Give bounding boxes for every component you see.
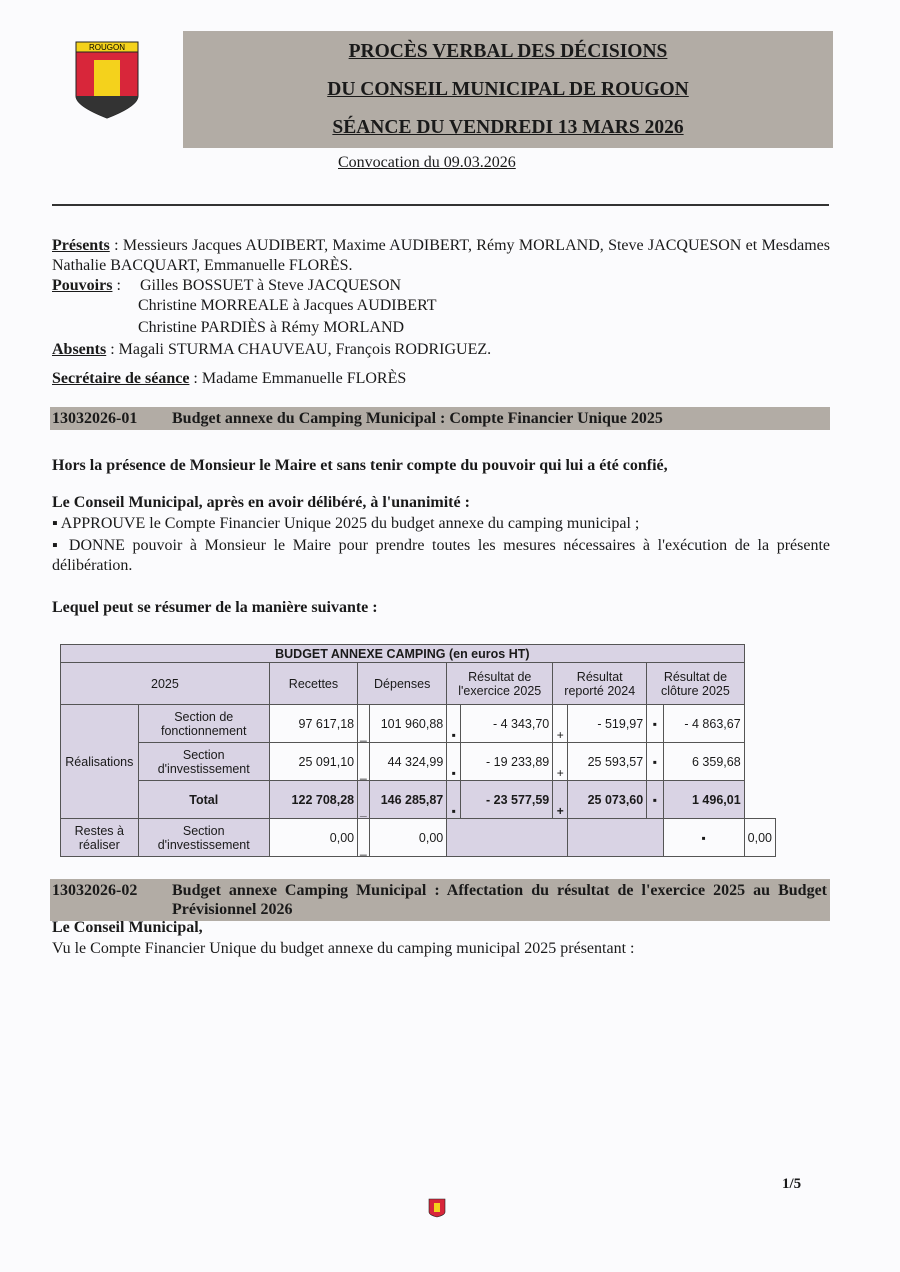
cell-recettes: 97 617,18 <box>269 705 357 743</box>
cell-cloture: 1 496,01 <box>663 781 744 819</box>
title-line-1: PROCÈS VERBAL DES DÉCISIONS <box>348 41 668 62</box>
header-depenses: Dépenses <box>358 663 447 705</box>
cell-depenses: 44 324,99 <box>369 743 447 781</box>
empty-cell <box>568 819 663 857</box>
op-equals: ▪ <box>447 781 461 819</box>
op-equals: ▪ <box>447 705 461 743</box>
cell-cloture: 0,00 <box>744 819 775 857</box>
op-plus: + <box>553 743 568 781</box>
deliberation-2-vu: Vu le Compte Financier Unique du budget annexe du camping municipal 2025 présentant : <box>52 940 635 957</box>
page-number: 1/5 <box>782 1176 802 1192</box>
pouvoir-1: Gilles BOSSUET à Steve JACQUESON <box>140 277 402 294</box>
divider <box>52 204 829 206</box>
footer-crest-icon <box>428 1198 446 1218</box>
op-minus: _ <box>358 705 370 743</box>
op-plus: + <box>553 705 568 743</box>
cell-reporte: 25 593,57 <box>568 743 647 781</box>
cell-depenses: 0,00 <box>369 819 447 857</box>
cell-depenses: 146 285,87 <box>369 781 447 819</box>
op-equals: ▪ <box>663 819 744 857</box>
header-year: 2025 <box>61 663 270 705</box>
cell-reporte: 25 073,60 <box>568 781 647 819</box>
row-label: Section d'investissement <box>138 819 269 857</box>
cell-exercice: - 23 577,59 <box>461 781 553 819</box>
deliberation-1-heading: 13032026-01 Budget annexe du Camping Municipal : Compte Financier Unique 2025 <box>50 407 830 430</box>
cell-exercice: - 19 233,89 <box>461 743 553 781</box>
cell-cloture: 6 359,68 <box>663 743 744 781</box>
table-row <box>61 819 776 857</box>
presents: Présents : Messieurs Jacques AUDIBERT, Maxime AUDIBERT, Rémy MORLAND, Steve JACQUESON et Mesdames Nathalie BACQUART, Emmanuelle FLORÈS. <box>52 237 830 274</box>
cell-depenses: 101 960,88 <box>369 705 447 743</box>
op-equals: ▪ <box>647 743 663 781</box>
deliberation-1-summary: Lequel peut se résumer de la manière suivante : <box>52 599 378 616</box>
convocation-date: Convocation du 09.03.2026 <box>338 154 516 171</box>
deliberation-2-council: Le Conseil Municipal, <box>52 919 203 936</box>
title-line-3: SÉANCE DU VENDREDI 13 MARS 2026 <box>332 117 684 138</box>
group-realisations: Réalisations <box>61 705 139 819</box>
cell-recettes: 0,00 <box>269 819 357 857</box>
deliberation-1-item-1: ▪ APPROUVE le Compte Financier Unique 2025 du budget annexe du camping municipal ; <box>52 515 640 532</box>
deliberation-2-heading: 13032026-02 Budget annexe Camping Municipal : Affectation du résultat de l'exercice 2025 au Budget Prévisionnel 2026 <box>50 879 830 921</box>
pouvoirs: Pouvoirs : <box>52 277 121 294</box>
op-minus: _ <box>358 743 370 781</box>
rougon-crest-logo <box>74 40 140 120</box>
row-label: Section de fonctionnement <box>138 705 269 743</box>
cell-reporte: - 519,97 <box>568 705 647 743</box>
table-row <box>61 705 776 743</box>
budget-table <box>60 644 776 857</box>
pouvoir-2: Christine MORREALE à Jacques AUDIBERT <box>138 297 437 314</box>
absents: Absents : Magali STURMA CHAUVEAU, François RODRIGUEZ. <box>52 341 492 358</box>
deliberation-1-item-2: ▪ DONNE pouvoir à Monsieur le Maire pour prendre toutes les mesures nécessaires à l'exécution de la présente délibération. <box>52 537 830 574</box>
op-minus: _ <box>358 781 370 819</box>
group-restes: Restes à réaliser <box>61 819 139 857</box>
table-row <box>61 743 776 781</box>
svg-text:ROUGON: ROUGON <box>89 43 125 52</box>
table-row-total <box>61 781 776 819</box>
header-reporte: Résultat reporté 2024 <box>553 663 647 705</box>
row-label: Total <box>138 781 269 819</box>
op-equals: ▪ <box>447 743 461 781</box>
header-exercice: Résultat de l'exercice 2025 <box>447 663 553 705</box>
secretaire: Secrétaire de séance : Madame Emmanuelle FLORÈS <box>52 370 407 387</box>
title-banner <box>183 31 833 148</box>
op-equals: ▪ <box>647 705 663 743</box>
header-recettes: Recettes <box>269 663 357 705</box>
cell-cloture: - 4 863,67 <box>663 705 744 743</box>
cell-recettes: 122 708,28 <box>269 781 357 819</box>
op-minus: _ <box>358 819 370 857</box>
op-equals: ▪ <box>647 781 663 819</box>
deliberation-1-intro: Hors la présence de Monsieur le Maire et sans tenir compte du pouvoir qui lui a été confié, <box>52 457 668 474</box>
header-cloture: Résultat de clôture 2025 <box>647 663 744 705</box>
cell-recettes: 25 091,10 <box>269 743 357 781</box>
row-label: Section d'investissement <box>138 743 269 781</box>
deliberation-1-council: Le Conseil Municipal, après en avoir délibéré, à l'unanimité : <box>52 494 470 511</box>
empty-cell <box>447 819 568 857</box>
cell-exercice: - 4 343,70 <box>461 705 553 743</box>
title-line-2: DU CONSEIL MUNICIPAL DE ROUGON <box>327 79 689 100</box>
op-plus: + <box>553 781 568 819</box>
pouvoir-3: Christine PARDIÈS à Rémy MORLAND <box>138 319 405 336</box>
table-title: BUDGET ANNEXE CAMPING (en euros HT) <box>61 645 745 663</box>
